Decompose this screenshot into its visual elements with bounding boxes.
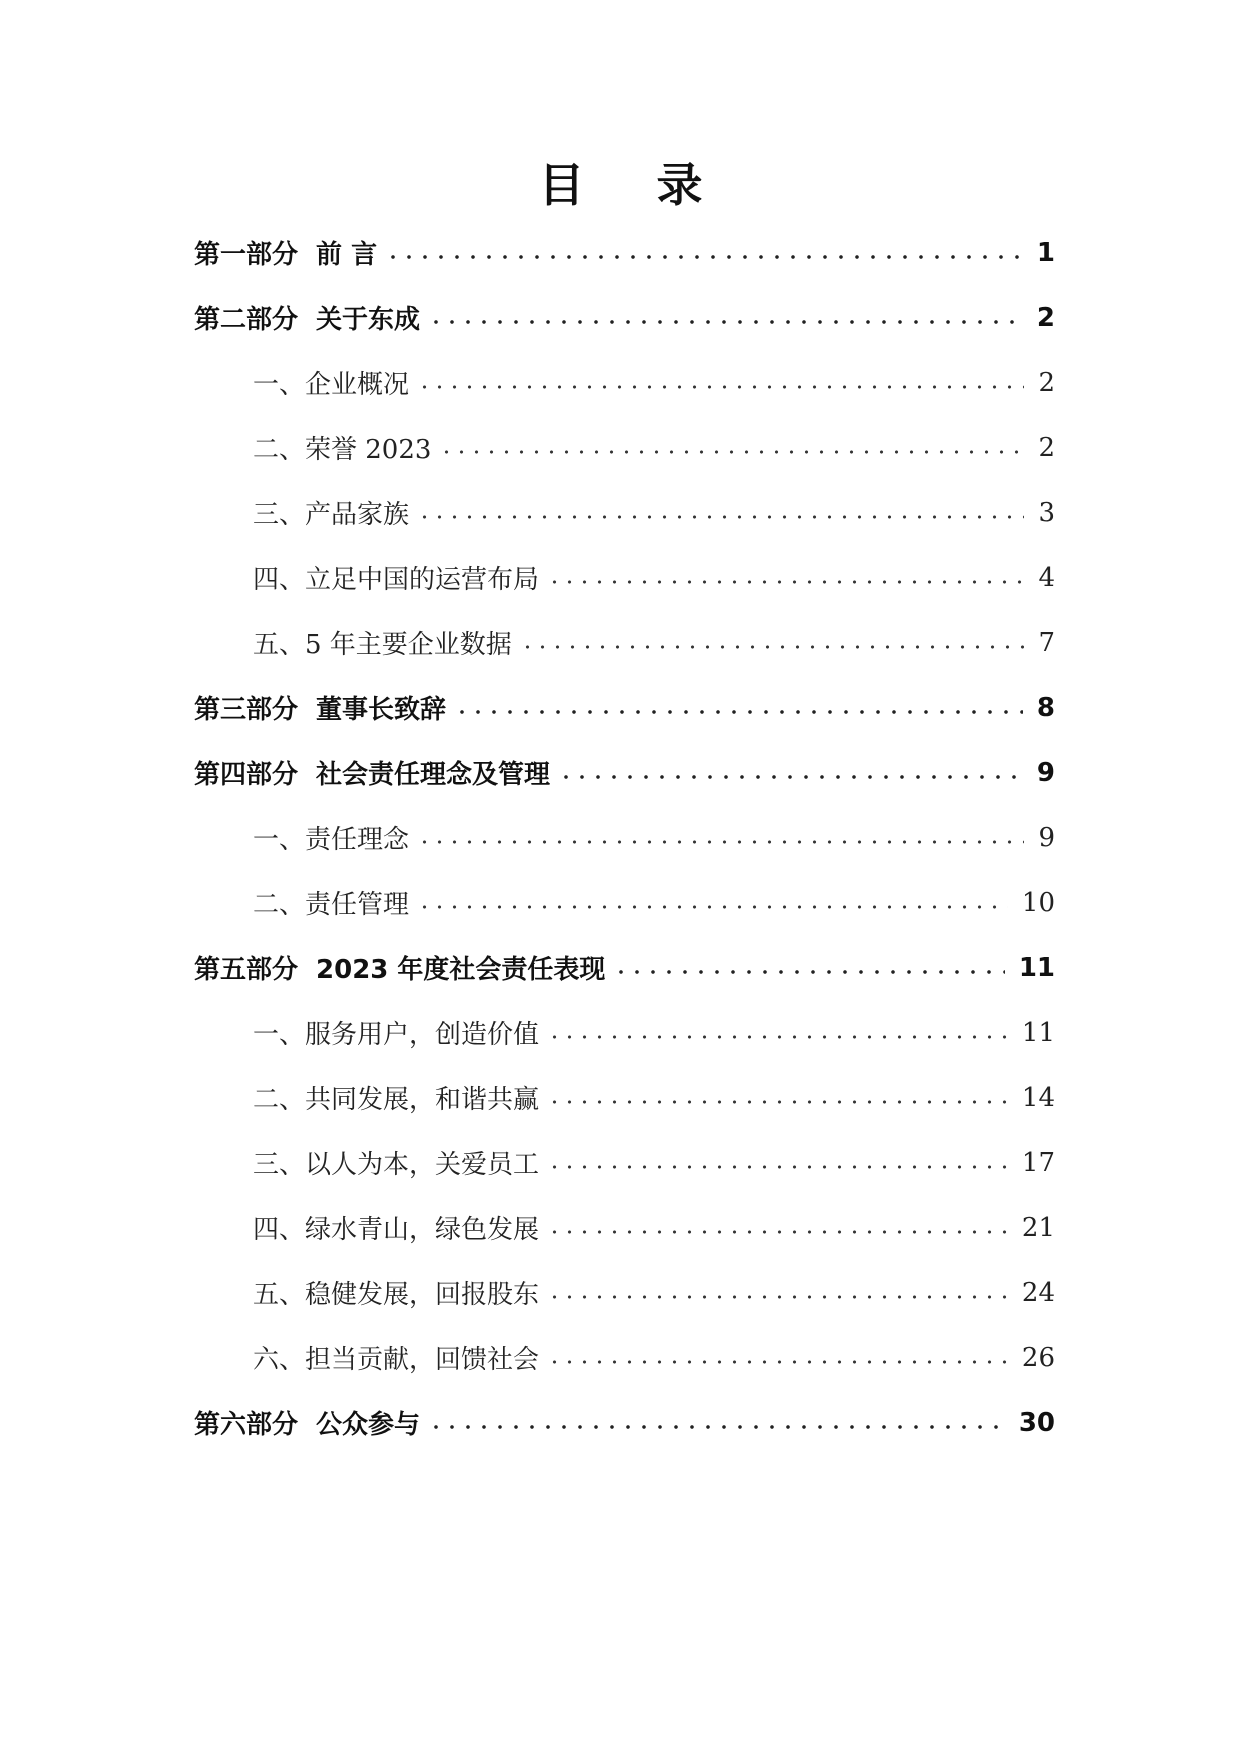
toc-entry-text: 五、稳健发展，回报股东 [253,1280,540,1310]
dot-leader [417,385,1024,389]
toc-part-entry[interactable] [0,220,1241,285]
toc-entry-label [253,819,409,856]
toc-entry-label [253,884,409,921]
toc-section-entry[interactable] [0,350,1241,415]
dot-leader [613,970,1004,974]
dot-leader [547,1100,1008,1104]
toc-entry-text: 董事长致辞 [316,695,447,725]
toc-entry-text: 五、5 年主要企业数据 [253,630,512,660]
toc-page-number: 7 [1038,627,1055,658]
toc-section-entry[interactable] [0,1130,1241,1195]
toc-entry-label [194,949,605,986]
toc-entry-label [253,1339,539,1376]
toc-entry-text: 前 言 [316,240,378,270]
dot-leader [547,1165,1008,1169]
toc-part-entry[interactable] [0,675,1241,740]
toc-part-entry[interactable] [0,285,1241,350]
toc-section-entry[interactable] [0,1000,1241,1065]
toc-entry-text: 四、立足中国的运营布局 [253,565,540,595]
toc-section-entry[interactable] [0,870,1241,935]
toc-page-number: 8 [1036,692,1055,723]
toc-entry-label [253,1144,539,1181]
dot-leader [417,905,1008,909]
toc-entry-text: 四、绿水青山，绿色发展 [253,1215,540,1245]
toc-page-number: 30 [1018,1407,1055,1438]
toc-page-number: 3 [1038,497,1055,528]
toc-page-number: 17 [1021,1147,1055,1178]
toc-page-number: 26 [1021,1342,1055,1373]
toc-entry-label [253,1274,539,1311]
toc-entry-label [194,754,550,791]
toc-entry-text: 关于东成 [316,305,421,335]
dot-leader [520,645,1025,649]
dot-leader [417,515,1024,519]
toc-entry-label [253,494,409,531]
toc-entry-label [253,1014,539,1051]
toc-section-entry[interactable] [0,415,1241,480]
toc-entry-text: 二、荣誉 2023 [253,435,432,465]
dot-leader [547,1295,1008,1299]
toc-page-number: 2 [1038,432,1055,463]
dot-leader [428,320,1023,324]
toc-section-entry[interactable] [0,610,1241,675]
toc-section-entry[interactable] [0,1260,1241,1325]
toc-page-number: 10 [1021,887,1055,918]
toc-entry-text: 公众参与 [316,1410,421,1440]
toc-entry-label [253,1079,539,1116]
toc-entry-label [253,624,512,661]
dot-leader [547,580,1024,584]
toc-entry-label [253,364,409,401]
dot-leader [439,450,1024,454]
toc-part-entry[interactable] [0,740,1241,805]
toc-entry-text: 三、以人为本，关爱员工 [253,1150,540,1180]
toc-page-number: 9 [1036,757,1055,788]
toc-title: 目 录 [538,158,731,212]
toc-entry-text: 三、产品家族 [253,500,410,530]
toc-section-entry[interactable] [0,1065,1241,1130]
toc-part-entry[interactable] [0,935,1241,1000]
toc-page-number: 24 [1021,1277,1055,1308]
toc-entry-text: 二、共同发展，和谐共赢 [253,1085,540,1115]
toc-entry-label [194,299,420,336]
toc-entry-label [194,1404,420,1441]
toc-page-number: 11 [1021,1017,1055,1048]
toc-entry-label [253,429,431,466]
toc-page-number: 2 [1036,302,1055,333]
toc-entry-label [253,1209,539,1246]
toc-entry-text: 社会责任理念及管理 [316,760,551,790]
toc-page-number: 21 [1021,1212,1055,1243]
toc-entry-label [253,559,539,596]
toc-page-number: 11 [1018,952,1055,983]
toc-part-number: 第二部分 [194,305,299,335]
toc-section-entry[interactable] [0,1325,1241,1390]
toc-section-entry[interactable] [0,545,1241,610]
dot-leader [385,255,1023,259]
toc-part-number: 第三部分 [194,695,299,725]
toc-part-number: 第五部分 [194,955,299,985]
toc-entry-text: 一、服务用户，创造价值 [253,1020,540,1050]
toc-entry-text: 一、责任理念 [253,825,410,855]
toc-entry-label [194,689,446,726]
toc-page-number: 14 [1021,1082,1055,1113]
table-of-contents [0,220,1241,1455]
toc-part-number: 第六部分 [194,1410,299,1440]
dot-leader [547,1230,1008,1234]
toc-part-entry[interactable] [0,1390,1241,1455]
dot-leader [558,775,1023,779]
toc-entry-text: 二、责任管理 [253,890,410,920]
dot-leader [428,1425,1005,1429]
toc-entry-text: 一、企业概况 [253,370,410,400]
toc-entry-text: 2023 年度社会责任表现 [316,955,606,985]
toc-section-entry[interactable] [0,1195,1241,1260]
toc-part-number: 第四部分 [194,760,299,790]
toc-section-entry[interactable] [0,480,1241,545]
dot-leader [547,1360,1008,1364]
dot-leader [417,840,1024,844]
dot-leader [454,710,1023,714]
toc-entry-text: 六、担当贡献，回馈社会 [253,1345,540,1375]
toc-entry-label [194,234,377,271]
toc-page-number: 9 [1038,822,1055,853]
toc-page-number: 2 [1038,367,1055,398]
toc-section-entry[interactable] [0,805,1241,870]
toc-part-number: 第一部分 [194,240,299,270]
toc-page-number: 4 [1038,562,1055,593]
dot-leader [547,1035,1008,1039]
toc-page-number: 1 [1036,237,1055,268]
